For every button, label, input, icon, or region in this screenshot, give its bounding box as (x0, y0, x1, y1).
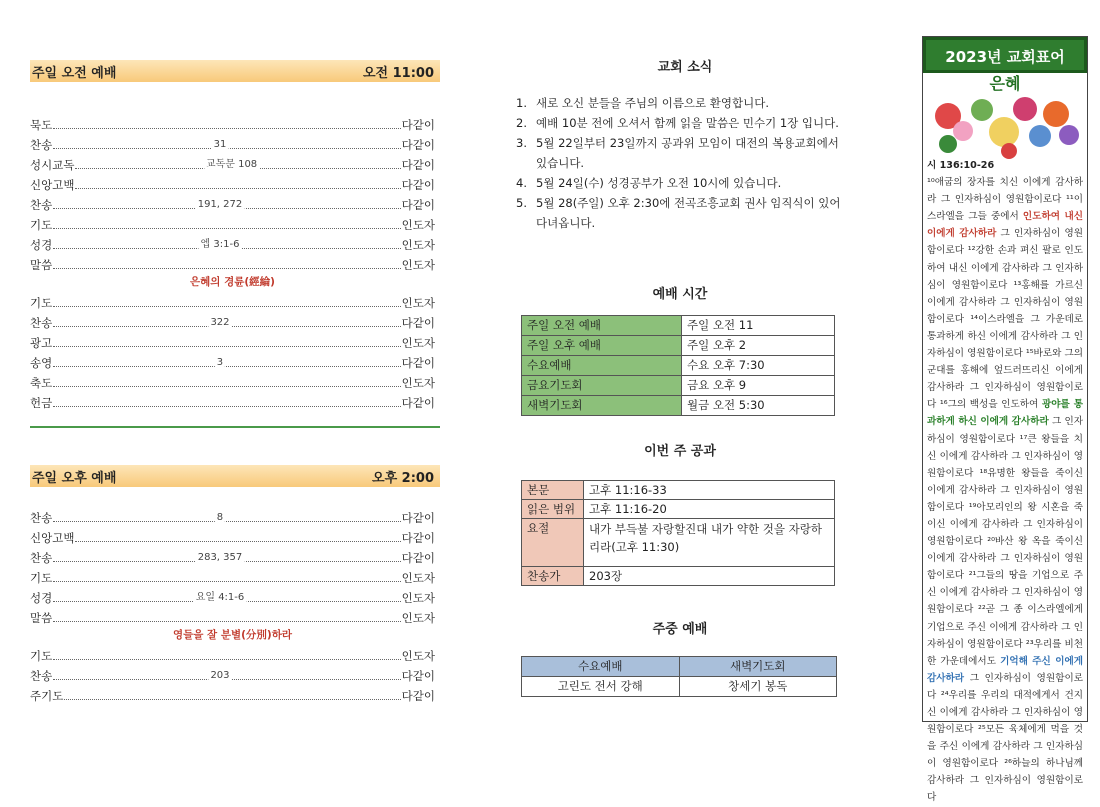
morning-order-label: 광고 (30, 336, 53, 350)
news-list (516, 93, 846, 233)
morning-order-row (30, 133, 435, 153)
news-item (516, 193, 846, 233)
morning-order-row (30, 173, 435, 193)
afternoon-order-leader: 다같이 (401, 669, 435, 683)
morning-sermon-title: 은혜의 경륜(經綸) (190, 276, 275, 288)
afternoon-order-row (30, 644, 435, 664)
psalm-reference: 시 136:10-26 (927, 160, 995, 171)
morning-order-row (30, 253, 435, 273)
lesson-row (522, 500, 835, 519)
afternoon-order-label: 찬송 (30, 511, 53, 525)
dot-leader (53, 317, 400, 328)
afternoon-order-label: 찬송 (30, 551, 53, 565)
news-item-number: 4. (516, 176, 527, 190)
afternoon-order-row (30, 586, 435, 606)
afternoon-order-row (30, 526, 435, 546)
dot-leader (53, 670, 400, 681)
schedule-row (522, 376, 835, 396)
lesson-value: 내가 부득불 자랑할진대 내가 약한 것을 자랑하리라(고후 11:30) (584, 519, 835, 567)
lesson-value: 고후 11:16-33 (584, 481, 835, 500)
afternoon-order-row (30, 506, 435, 526)
afternoon-order-label: 기도 (30, 571, 53, 585)
schedule-key: 수요예배 (522, 356, 682, 376)
flower-illustration (931, 95, 1079, 157)
afternoon-order-label: 성경 (30, 591, 53, 605)
afternoon-service-time: 오후 2:00 (372, 470, 434, 486)
motto-panel (922, 36, 1088, 804)
dot-leader (53, 239, 400, 250)
morning-order-label: 성시교독 (30, 158, 75, 172)
midweek-value-dawn: 창세기 봉독 (679, 677, 837, 697)
afternoon-order-leader: 인도자 (401, 611, 435, 625)
dot-leader (53, 199, 400, 210)
afternoon-sermon-title: 영들을 잘 분별(分別)하라 (172, 629, 293, 641)
morning-order-label: 찬송 (30, 316, 53, 330)
morning-order-leader: 다같이 (401, 316, 435, 330)
afternoon-order-row (30, 546, 435, 566)
news-item (516, 133, 846, 173)
dot-leader (53, 139, 400, 150)
news-item-text: 5월 24일(수) 성경공부가 오전 10시에 있습니다. (536, 176, 782, 190)
dot-leader (53, 228, 400, 229)
section-divider (30, 426, 440, 428)
lesson-key: 본문 (522, 481, 584, 500)
afternoon-order-label: 찬송 (30, 669, 53, 683)
news-item (516, 93, 846, 113)
morning-order-label: 신앙고백 (30, 178, 75, 192)
midweek-header-dawn: 새벽기도회 (679, 657, 837, 677)
news-item (516, 113, 846, 133)
schedule-key: 주일 오전 예배 (522, 316, 682, 336)
news-title: 교회 소식 (657, 60, 713, 75)
schedule-key: 새벽기도회 (522, 396, 682, 416)
afternoon-order-detail: 요일 4:1-6 (194, 588, 247, 603)
morning-order-detail: 교독문 108 (204, 155, 259, 170)
morning-order-row (30, 391, 435, 411)
morning-order-row (30, 213, 435, 233)
news-item-number: 3. (516, 136, 527, 150)
morning-order-label: 축도 (30, 376, 53, 390)
morning-order-row (30, 291, 435, 311)
morning-order-row (30, 233, 435, 253)
psalm-highlight: 기억해 주신 이에게 감사하라 (927, 655, 1083, 684)
morning-order-leader: 인도자 (401, 258, 435, 272)
psalm-highlight: 인도하여 내신 이에게 감사하라 (927, 211, 1083, 240)
psalm-highlight: 광야를 통과하게 하신 이에게 감사하라 (927, 399, 1083, 428)
morning-order-leader: 인도자 (401, 296, 435, 310)
schedule-key: 금요기도회 (522, 376, 682, 396)
motto-word: 은혜 (989, 74, 1021, 93)
news-item-number: 2. (516, 116, 527, 130)
midweek-value-wednesday: 고린도 전서 강해 (522, 677, 680, 697)
lesson-value: 203장 (584, 567, 835, 586)
morning-order-row (30, 371, 435, 391)
schedule-key: 주일 오후 예배 (522, 336, 682, 356)
afternoon-order-detail: 283, 357 (197, 552, 243, 563)
morning-service-header (30, 60, 440, 82)
schedule-row (522, 396, 835, 416)
midweek-title: 주중 예배 (652, 622, 708, 637)
morning-order-label: 기도 (30, 296, 53, 310)
motto-header: 2023년 교회표어 (923, 37, 1087, 73)
dot-leader (75, 541, 400, 542)
lesson-key: 찬송가 (522, 567, 584, 586)
schedule-value: 주일 오전 11 (682, 316, 835, 336)
dot-leader (53, 346, 400, 347)
morning-order-leader: 다같이 (401, 118, 435, 132)
lesson-value: 고후 11:16-20 (584, 500, 835, 519)
afternoon-order-label: 기도 (30, 649, 53, 663)
afternoon-service-title: 주일 오후 예배 (32, 470, 117, 486)
news-item-text: 5월 28(주일) 오후 2:30에 전곡조흥교회 권사 임직식이 있어 다녀옵니다. (536, 196, 841, 230)
afternoon-order-leader: 다같이 (401, 531, 435, 545)
afternoon-order (30, 506, 435, 704)
news-item-number: 1. (516, 96, 527, 110)
lesson-key: 요절 (522, 519, 584, 567)
news-item-text: 5월 22일부터 23일까지 공과위 모임이 대전의 복용교회에서 있습니다. (536, 136, 839, 170)
morning-order-row (30, 193, 435, 213)
psalm-segment: 그 인자하심이 영원함이로다 ¹²강한 손과 펴신 팔로 인도하여 내신 이에게 감사하라 그 인자하심이 영원함이로다 ¹³홍해를 가르신 이에게 감사하라 그 인자하심이 영원함이로다 ¹⁴이스라엘을 그 가운데로 통과하게 하신 이에게 감사하라 그 인자하심이 영원함이로다 ¹⁵바로와 그의 군대를 홍해에 엎드러뜨리신 이에게 감사하라 그 인자하심이 영원함이로다 ¹⁶그의 백성을 인도하여 (927, 228, 1083, 411)
morning-order-row (30, 311, 435, 331)
morning-order-label: 찬송 (30, 138, 53, 152)
psalm-segment: 그 인자하심이 영원함이로다 ¹⁷큰 왕들을 치신 이에게 감사하라 그 인자하심이 영원함이로다 ¹⁸유명한 왕들을 죽이신 이에게 감사하라 그 인자하심이 영원함이로다 ¹⁹아모리인의 왕 시혼을 죽이신 이에게 감사하라 그 인자하심이 영원함이로다 ²⁰바산 왕 옥을 죽이신 이에게 감사하라 그 인자하심이 영원함이로다 ²¹그들의 땅을 기업으로 주신 이에게 감사하라 그 인자하심이 영원함이로다 ²²곧 그 종 이스라엘에게 기업으로 주신 이에게 감사하라 그 인자하심이 영원함이로다 ²³우리를 비천한 가운데에서도 (927, 416, 1083, 667)
lesson-table (521, 480, 835, 586)
morning-service-time: 오전 11:00 (362, 65, 434, 81)
dot-leader (53, 386, 400, 387)
morning-order-label: 묵도 (30, 118, 53, 132)
morning-order-leader: 다같이 (401, 396, 435, 410)
afternoon-service-header (30, 465, 440, 487)
dot-leader (53, 357, 400, 368)
lesson-key: 읽은 범위 (522, 500, 584, 519)
afternoon-order-detail: 203 (210, 670, 230, 681)
morning-order-leader: 다같이 (401, 178, 435, 192)
dot-leader (53, 659, 400, 660)
morning-order-row (30, 331, 435, 351)
schedule-value: 월금 오전 5:30 (682, 396, 835, 416)
morning-order-detail: 엡 3:1-6 (199, 235, 242, 250)
psalm-segment: 그 인자하심이 영원함이로다 ²⁴우리를 우리의 대적에게서 건지신 이에게 감사하라 그 인자하심이 영원함이로다 ²⁵모든 육체에게 먹을 것을 주신 이에게 감사하라 그 인자하심이 영원함이로다 ²⁶하늘의 하나님께 감사하라 그 인자하심이 영원함이로다 (927, 672, 1083, 804)
afternoon-order-row (30, 664, 435, 684)
morning-order-leader: 인도자 (401, 218, 435, 232)
afternoon-order-leader: 다같이 (401, 689, 435, 703)
schedule-value: 수요 오후 7:30 (682, 356, 835, 376)
morning-order-detail: 31 (213, 139, 227, 150)
lesson-row (522, 481, 835, 500)
afternoon-order-label: 주기도 (30, 689, 64, 703)
psalm-segment: ¹⁰애굽의 장자를 치신 이에게 감사하라 그 인자하심이 영원함이로다 ¹¹이스라엘을 그들 중에서 (927, 177, 1083, 223)
dot-leader (75, 159, 400, 170)
dot-leader (53, 512, 400, 523)
dot-leader (75, 188, 400, 189)
lesson-row (522, 519, 835, 567)
dot-leader (53, 592, 400, 603)
afternoon-order-leader: 다같이 (401, 511, 435, 525)
dot-leader (53, 306, 400, 307)
afternoon-order-row (30, 684, 435, 704)
dot-leader (53, 406, 400, 407)
news-item (516, 173, 846, 193)
news-item-number: 5. (516, 196, 527, 210)
morning-order-leader: 다같이 (401, 356, 435, 370)
dot-leader (53, 268, 400, 269)
news-item-text: 새로 오신 분들을 주님의 이름으로 환영합니다. (536, 96, 770, 110)
morning-order-row (30, 351, 435, 371)
afternoon-order-leader: 다같이 (401, 551, 435, 565)
schedule-table (521, 315, 835, 416)
psalm-text (923, 157, 1087, 807)
morning-order-row (30, 113, 435, 133)
morning-order-leader: 다같이 (401, 138, 435, 152)
news-item-text: 예배 10분 전에 오셔서 함께 읽을 말씀은 민수기 1장 입니다. (536, 116, 839, 130)
schedule-title: 예배 시간 (652, 287, 708, 302)
morning-order-label: 성경 (30, 238, 53, 252)
morning-order-leader: 인도자 (401, 376, 435, 390)
schedule-row (522, 356, 835, 376)
morning-service-title: 주일 오전 예배 (32, 65, 117, 81)
schedule-value: 주일 오후 2 (682, 336, 835, 356)
morning-order-detail: 3 (216, 357, 224, 368)
morning-order-leader: 다같이 (401, 158, 435, 172)
midweek-header-wednesday: 수요예배 (522, 657, 680, 677)
morning-order-detail: 191, 272 (197, 199, 243, 210)
afternoon-order-leader: 인도자 (401, 571, 435, 585)
lesson-row (522, 567, 835, 586)
afternoon-order-leader: 인도자 (401, 649, 435, 663)
afternoon-order-detail: 8 (216, 512, 224, 523)
lesson-title: 이번 주 공과 (644, 444, 716, 459)
morning-order-label: 찬송 (30, 198, 53, 212)
morning-order-label: 송영 (30, 356, 53, 370)
afternoon-order-row (30, 606, 435, 626)
dot-leader (53, 552, 400, 563)
morning-order-leader: 다같이 (401, 198, 435, 212)
morning-order-detail: 322 (210, 317, 230, 328)
dot-leader (53, 128, 400, 129)
morning-order-leader: 인도자 (401, 238, 435, 252)
morning-order-leader: 인도자 (401, 336, 435, 350)
morning-order-row (30, 153, 435, 173)
morning-order (30, 113, 435, 411)
schedule-row (522, 336, 835, 356)
midweek-table (521, 656, 837, 697)
dot-leader (53, 621, 400, 622)
morning-order-label: 헌금 (30, 396, 53, 410)
afternoon-order-label: 말씀 (30, 611, 53, 625)
morning-order-label: 말씀 (30, 258, 53, 272)
dot-leader (53, 581, 400, 582)
afternoon-order-leader: 인도자 (401, 591, 435, 605)
schedule-value: 금요 오후 9 (682, 376, 835, 396)
afternoon-order-row (30, 566, 435, 586)
afternoon-order-label: 신앙고백 (30, 531, 75, 545)
morning-order-label: 기도 (30, 218, 53, 232)
dot-leader (64, 699, 400, 700)
schedule-row (522, 316, 835, 336)
